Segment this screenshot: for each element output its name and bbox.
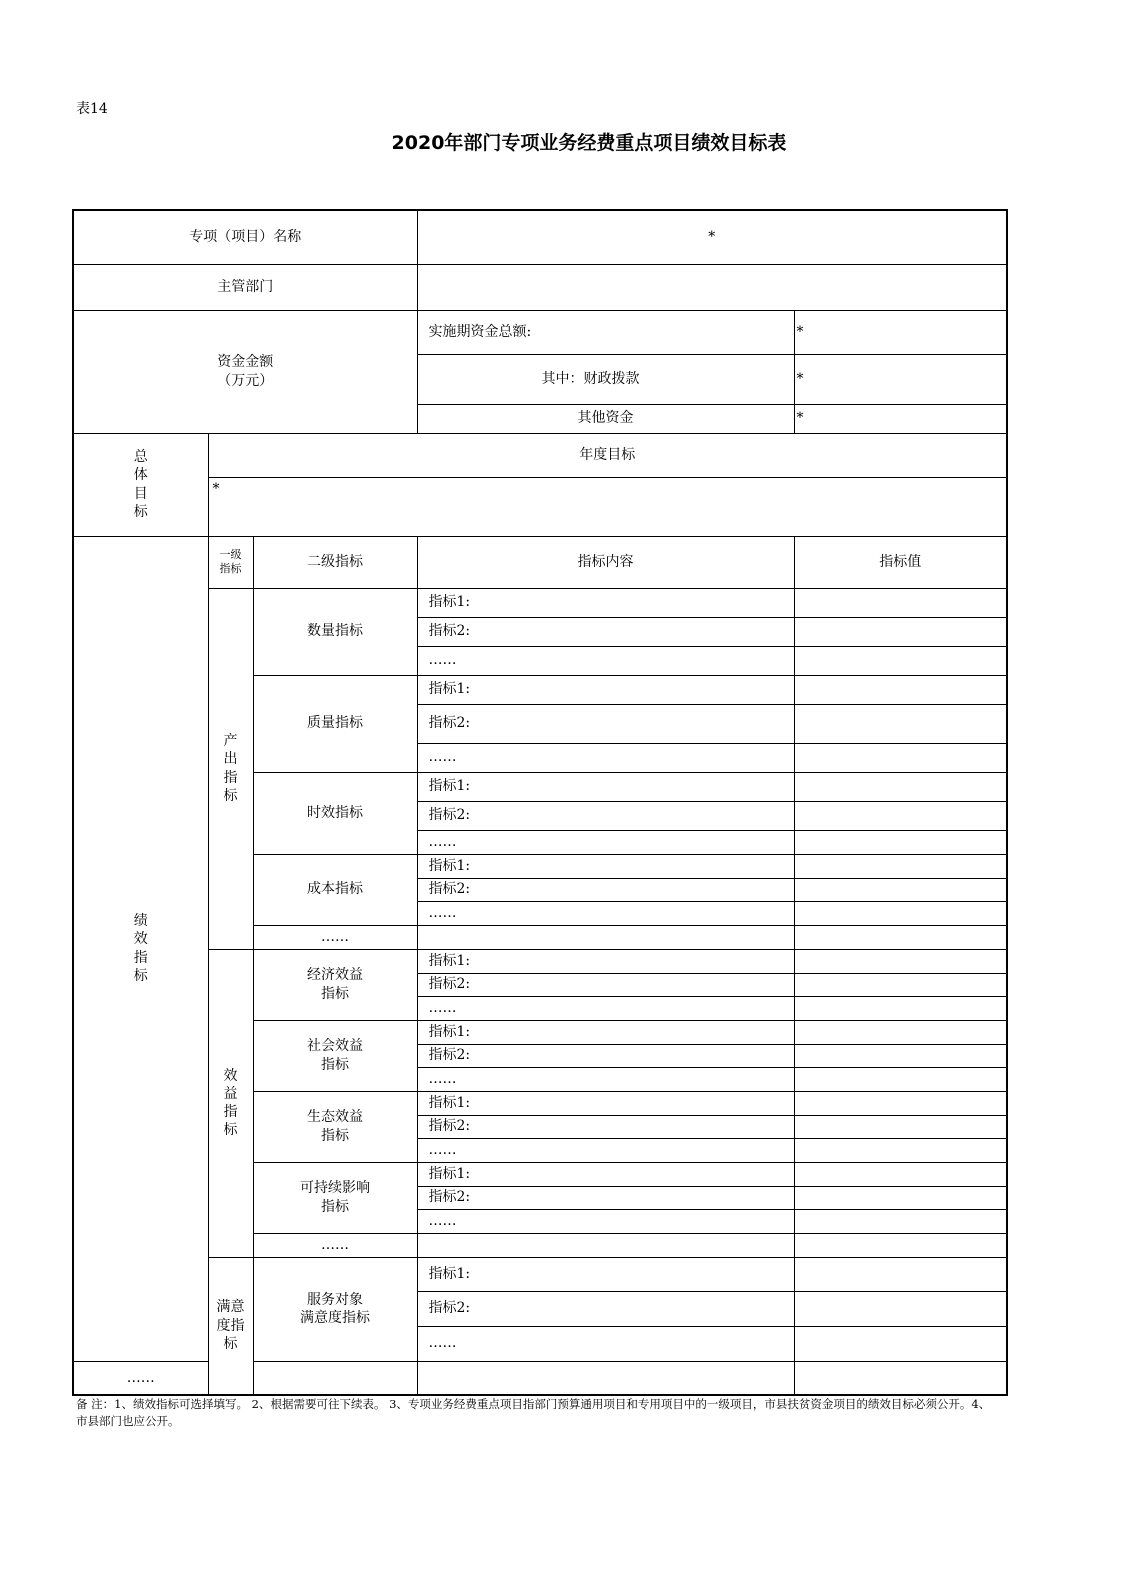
indicator-value[interactable] xyxy=(794,772,1007,801)
service-satisfaction-indicator xyxy=(253,1257,417,1361)
output-indicator-label xyxy=(208,588,253,949)
fiscal-funds-value[interactable]: * xyxy=(794,354,1007,404)
indicator-value[interactable] xyxy=(794,1138,1007,1162)
indicator-item[interactable]: …… xyxy=(417,901,794,925)
overall-char-3: 目 xyxy=(133,485,148,502)
fiscal-funds-text: 其中：财政拨款 xyxy=(541,370,640,387)
quality-indicator: 质量指标 xyxy=(253,675,417,772)
indicator-item[interactable]: 指标1: xyxy=(417,588,794,617)
indicator-value[interactable] xyxy=(794,1326,1007,1361)
perf-char-4: 标 xyxy=(133,967,148,984)
indicator-item[interactable] xyxy=(417,1233,794,1257)
indicator-value[interactable] xyxy=(794,801,1007,830)
department-value[interactable] xyxy=(417,264,1007,310)
benefit-char-3: 指 xyxy=(223,1104,238,1120)
indicator-item[interactable]: 指标2: xyxy=(417,1186,794,1209)
total-funds-label: 实施期资金总额: xyxy=(417,310,794,354)
indicator-value[interactable] xyxy=(794,588,1007,617)
output-more: …… xyxy=(253,925,417,949)
indicator-value[interactable] xyxy=(794,1091,1007,1115)
indicator-value[interactable] xyxy=(794,830,1007,854)
indicator-item[interactable]: …… xyxy=(417,996,794,1020)
level1-header xyxy=(208,536,253,588)
table-number: 表14 xyxy=(76,101,108,117)
quantity-indicator: 数量指标 xyxy=(253,588,417,675)
indicator-value[interactable] xyxy=(794,743,1007,772)
indicator-item[interactable]: 指标1: xyxy=(417,772,794,801)
sustainability-a: 可持续影响 xyxy=(300,1180,370,1197)
indicator-item[interactable]: …… xyxy=(417,1209,794,1233)
satisfaction-line-2: 度指 xyxy=(216,1317,245,1334)
indicator-value[interactable] xyxy=(794,996,1007,1020)
indicator-value[interactable] xyxy=(794,1044,1007,1067)
funds-label-line1: 资金金额 xyxy=(217,354,274,371)
indicator-item[interactable]: …… xyxy=(417,646,794,675)
overall-goal-label xyxy=(73,433,208,536)
indicator-value[interactable] xyxy=(794,675,1007,704)
benefit-indicator-label xyxy=(208,949,253,1257)
indicator-value[interactable] xyxy=(794,617,1007,646)
indicator-item[interactable]: 指标2: xyxy=(417,1044,794,1067)
sustainability-b: 指标 xyxy=(321,1198,349,1215)
indicator-item[interactable]: 指标1: xyxy=(417,854,794,878)
social-benefit-b: 指标 xyxy=(321,1056,349,1073)
indicator-item[interactable]: 指标1: xyxy=(417,949,794,973)
output-char-2: 出 xyxy=(223,751,238,768)
indicator-value[interactable] xyxy=(794,973,1007,996)
indicator-item[interactable]: …… xyxy=(417,830,794,854)
indicator-value[interactable] xyxy=(794,1257,1007,1291)
indicator-value[interactable] xyxy=(794,1233,1007,1257)
satisfaction-more: …… xyxy=(73,1361,208,1395)
satisfaction-line-1: 满意 xyxy=(216,1299,245,1316)
indicator-item[interactable] xyxy=(417,925,794,949)
cost-indicator: 成本指标 xyxy=(253,854,417,925)
sustainability-indicator xyxy=(253,1162,417,1233)
indicator-item[interactable] xyxy=(253,1361,417,1395)
indicator-value[interactable] xyxy=(794,1162,1007,1186)
benefit-char-1: 效 xyxy=(223,1067,238,1084)
economic-benefit-a: 经济效益 xyxy=(307,967,363,984)
indicator-item[interactable]: 指标2: xyxy=(417,704,794,743)
overall-char-1: 总 xyxy=(133,449,148,466)
economic-benefit-indicator xyxy=(253,949,417,1020)
indicator-item[interactable]: 指标2: xyxy=(417,1115,794,1138)
perf-char-2: 效 xyxy=(133,931,148,948)
other-funds-label: 其他资金 xyxy=(417,404,794,433)
indicator-item[interactable]: 指标2: xyxy=(417,878,794,901)
timeliness-indicator: 时效指标 xyxy=(253,772,417,854)
overall-char-4: 标 xyxy=(133,503,148,520)
indicator-item[interactable]: 指标2: xyxy=(417,617,794,646)
indicator-value[interactable] xyxy=(794,878,1007,901)
footnote: 备 注：1、绩效指标可选择填写。 2、根据需要可往下续表。 3、专项业务经费重点项目指部门预算通用项目和专用项目中的一级项目，市县扶贫资金项目的绩效目标必须公开。4、市县部门也应公开。 xyxy=(76,1397,991,1428)
ecological-benefit-b: 指标 xyxy=(321,1127,349,1144)
page-title: 2020年部门专项业务经费重点项目绩效目标表 xyxy=(391,132,787,154)
indicator-value[interactable] xyxy=(794,1067,1007,1091)
indicator-value[interactable] xyxy=(794,1291,1007,1326)
annual-goal-label: 年度目标 xyxy=(208,433,1007,477)
content-header: 指标内容 xyxy=(417,536,794,588)
value-header: 指标值 xyxy=(794,536,1007,588)
indicator-value[interactable] xyxy=(794,901,1007,925)
fiscal-funds-label xyxy=(417,354,794,404)
output-char-4: 标 xyxy=(223,787,238,804)
performance-label xyxy=(73,536,208,1361)
project-name-value[interactable]: * xyxy=(417,210,1007,264)
department-label: 主管部门 xyxy=(73,264,417,310)
benefit-char-4: 标 xyxy=(223,1122,238,1139)
annual-goal-value[interactable]: * xyxy=(208,477,1007,536)
economic-benefit-b: 指标 xyxy=(321,985,349,1002)
indicator-value[interactable] xyxy=(794,949,1007,973)
service-satisfaction-a: 服务对象 xyxy=(307,1291,363,1308)
perf-char-1: 绩 xyxy=(133,913,148,930)
level1-header-b: 指标 xyxy=(219,562,242,575)
other-funds-value[interactable]: * xyxy=(794,404,1007,433)
indicator-item[interactable]: …… xyxy=(417,1138,794,1162)
indicator-item[interactable]: 指标1: xyxy=(417,1091,794,1115)
indicator-item[interactable]: 指标2: xyxy=(417,801,794,830)
indicator-value[interactable] xyxy=(794,854,1007,878)
social-benefit-a: 社会效益 xyxy=(307,1038,363,1055)
ecological-benefit-a: 生态效益 xyxy=(307,1109,363,1126)
indicator-item[interactable]: 指标2: xyxy=(417,1291,794,1326)
project-name-label: 专项（项目）名称 xyxy=(73,210,417,264)
indicator-item[interactable]: …… xyxy=(417,1067,794,1091)
indicator-value[interactable] xyxy=(794,704,1007,743)
funds-label-line2: （万元） xyxy=(217,372,274,389)
indicator-value[interactable] xyxy=(794,1115,1007,1138)
satisfaction-line-3: 标 xyxy=(223,1335,238,1352)
indicator-item[interactable]: 指标1: xyxy=(417,1162,794,1186)
output-char-3: 指 xyxy=(223,769,238,786)
benefit-more: …… xyxy=(253,1233,417,1257)
social-benefit-indicator xyxy=(253,1020,417,1091)
indicator-value[interactable] xyxy=(794,1209,1007,1233)
output-char-1: 产 xyxy=(223,733,238,750)
indicator-value[interactable] xyxy=(417,1361,794,1395)
perf-char-3: 指 xyxy=(133,949,148,966)
indicator-item[interactable]: …… xyxy=(417,1326,794,1361)
indicator-item[interactable]: 指标1: xyxy=(417,1020,794,1044)
funds-label xyxy=(73,310,417,433)
overall-char-2: 体 xyxy=(133,467,148,484)
satisfaction-indicator-label xyxy=(208,1257,253,1395)
indicator-item[interactable]: 指标2: xyxy=(417,973,794,996)
performance-target-table xyxy=(72,209,1008,1396)
total-funds-value[interactable]: * xyxy=(794,310,1007,354)
ecological-benefit-indicator xyxy=(253,1091,417,1162)
indicator-value[interactable] xyxy=(794,925,1007,949)
level2-header: 二级指标 xyxy=(253,536,417,588)
indicator-value[interactable] xyxy=(794,1020,1007,1044)
indicator-item[interactable]: …… xyxy=(417,743,794,772)
benefit-char-2: 益 xyxy=(223,1085,238,1102)
indicator-value[interactable] xyxy=(794,1186,1007,1209)
indicator-item[interactable]: 指标1: xyxy=(417,675,794,704)
indicator-value[interactable] xyxy=(794,646,1007,675)
level1-header-a: 一级 xyxy=(219,547,242,561)
service-satisfaction-b: 满意度指标 xyxy=(300,1310,370,1326)
indicator-item[interactable]: 指标1: xyxy=(417,1257,794,1291)
